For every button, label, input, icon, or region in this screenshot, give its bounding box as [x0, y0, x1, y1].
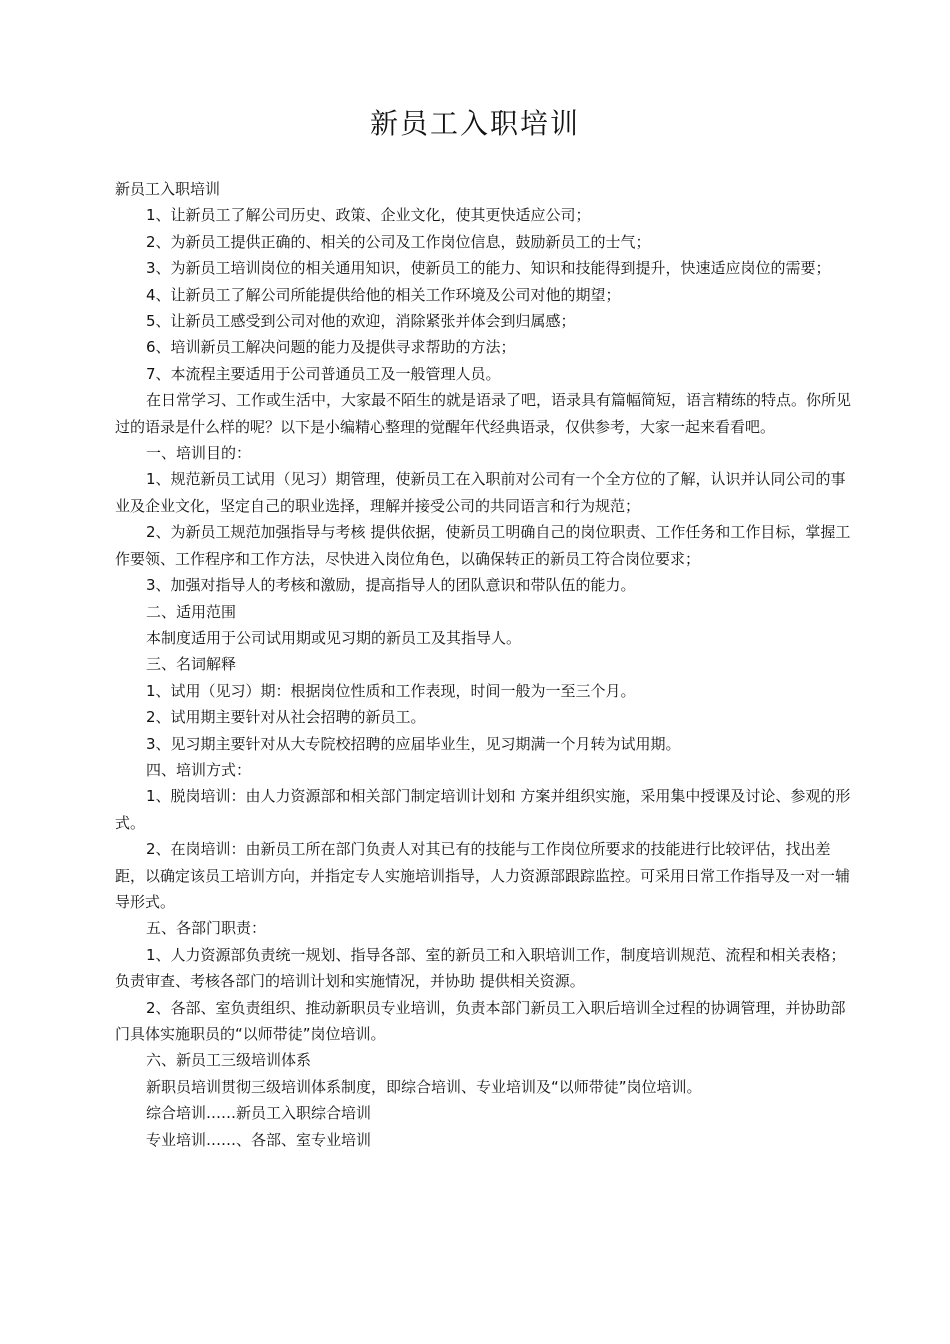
section-heading: 五、各部门职责： — [146, 919, 267, 938]
paragraph: 2、各部、室负责组织、推动新职员专业培训，负责本部门新员工入职后培训全过程的协调管理，并协助部门具体实施职员的“以师带徒”岗位培训。 — [115, 998, 846, 1043]
section-heading: 六、新员工三级培训体系 — [146, 1051, 312, 1070]
paragraph: 1、规范新员工试用（见习）期管理，使新员工在入职前对公司有一个全方位的了解，认识并认同公司的事业及企业文化，坚定自己的职业选择，理解并接受公司的共同语言和行为规范； — [115, 470, 846, 515]
paragraph: 1、人力资源部负责统一规划、指导各部、室的新员工和入职培训工作，制度培训规范、流程和相关表格；负责审查、考核各部门的培训计划和实施情况，并协助 提供相关资源。 — [115, 945, 846, 991]
paragraph: 新职员培训贯彻三级培训体系制度，即综合培训、专业培训及“以师带徒”岗位培训。 — [146, 1077, 702, 1096]
paragraph: 综合培训……新员工入职综合培训 — [146, 1104, 372, 1123]
paragraph: 7、本流程主要适用于公司普通员工及一般管理人员。 — [146, 364, 501, 383]
paragraph: 4、让新员工了解公司所能提供给他的相关工作环境及公司对他的期望； — [146, 285, 621, 304]
document-title: 新员工入职培训 — [369, 107, 580, 140]
paragraph: 2、在岗培训：由新员工所在部门负责人对其已有的技能与工作岗位所要求的技能进行比较评估，找出差距，以确定该员工培训方向，并指定专人实施培训指导，人力资源部跟踪监控。可采用日常工作指导及一对一辅导形式。 — [115, 840, 851, 911]
section-heading: 四、培训方式： — [146, 760, 252, 779]
paragraph: 1、试用（见习）期：根据岗位性质和工作表现，时间一般为一至三个月。 — [146, 681, 636, 700]
document-body — [115, 176, 855, 1153]
paragraph: 2、为新员工提供正确的、相关的公司及工作岗位信息，鼓励新员工的士气； — [146, 232, 651, 251]
section-heading: 二、适用范围 — [146, 602, 237, 621]
paragraph: 6、培训新员工解决问题的能力及提供寻求帮助的方法； — [146, 338, 516, 357]
paragraph: 3、加强对指导人的考核和激励，提高指导人的团队意识和带队伍的能力。 — [146, 576, 636, 595]
paragraph: 专业培训……、各部、室专业培训 — [146, 1130, 372, 1149]
paragraph: 5、让新员工感受到公司对他的欢迎，消除紧张并体会到归属感； — [146, 312, 576, 331]
paragraph: 2、为新员工规范加强指导与考核 提供依据，使新员工明确自己的岗位职责、工作任务和工作目标，掌握工作要领、工作程序和工作方法，尽快进入岗位角色，以确保转正的新员工符合岗位要求； — [115, 523, 851, 568]
paragraph: 1、让新员工了解公司历史、政策、企业文化，使其更快适应公司； — [146, 206, 591, 225]
paragraph: 3、为新员工培训岗位的相关通用知识，使新员工的能力、知识和技能得到提升，快速适应岗位的需要； — [146, 259, 831, 278]
section-heading: 一、培训目的： — [146, 444, 252, 463]
paragraph: 2、试用期主要针对从社会招聘的新员工。 — [146, 708, 426, 727]
paragraph: 在日常学习、工作或生活中，大家最不陌生的就是语录了吧，语录具有篇幅简短，语言精练的特点。你所见过的语录是什么样的呢？以下是小编精心整理的觉醒年代经典语录，仅供参考，大家一起来看看吧。 — [115, 391, 852, 436]
paragraph: 3、见习期主要针对从大专院校招聘的应届毕业生，见习期满一个月转为试用期。 — [146, 734, 681, 753]
paragraph: 1、脱岗培训：由人力资源部和相关部门制定培训计划和 方案并组织实施，采用集中授课及讨论、参观的形式。 — [115, 787, 851, 832]
paragraph-heading: 新员工入职培训 — [115, 180, 221, 198]
section-heading: 三、名词解释 — [146, 655, 237, 674]
paragraph: 本制度适用于公司试用期或见习期的新员工及其指导人。 — [146, 628, 522, 647]
